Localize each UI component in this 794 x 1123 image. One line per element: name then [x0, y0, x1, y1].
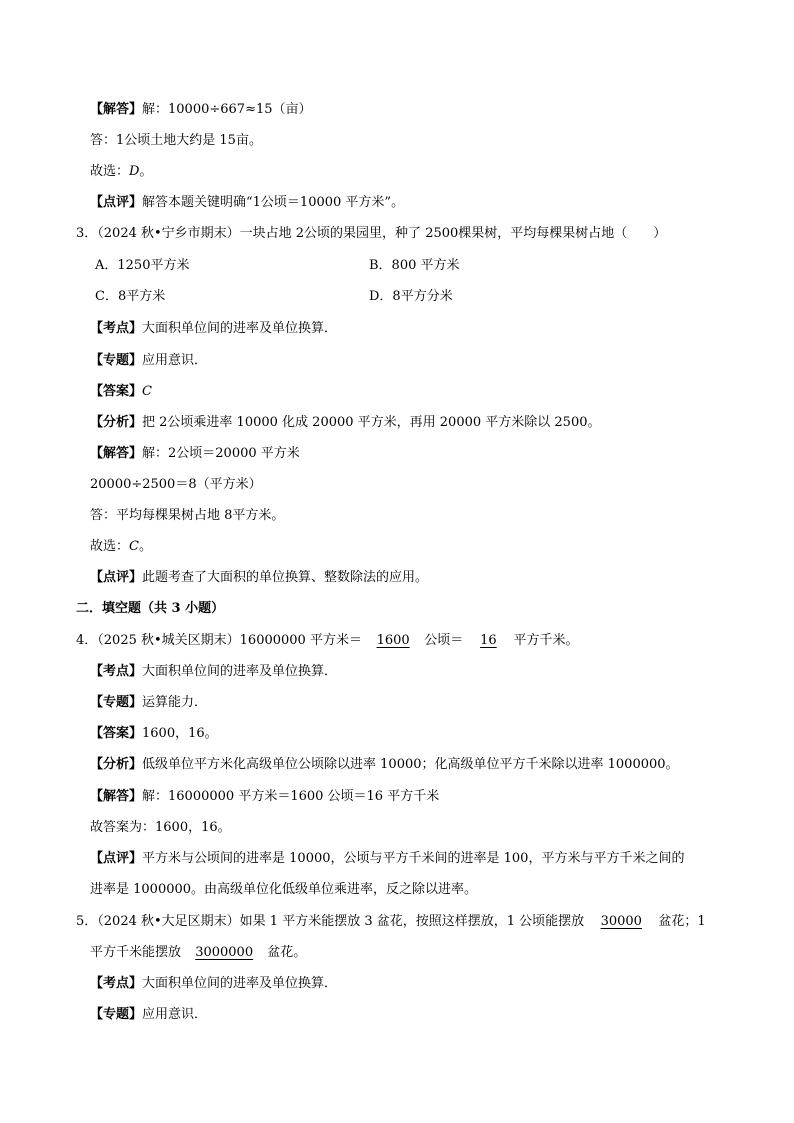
- q5-stem-line-1: 5．（2024 秋•大足区期末）如果 1 平方米能摆放 3 盆花，按照这样摆放，1 公顷能摆放 30000 盆花；1: [76, 914, 706, 929]
- q2-choice-line: 故选：D。: [90, 164, 153, 179]
- q3-option-a: A．1250平方米: [95, 258, 190, 273]
- q4-kaodian-line: 【考点】大面积单位间的进率及单位换算．: [90, 664, 338, 679]
- q3-solution-step-3: 答：平均每棵果树占地 8平方米。: [90, 508, 285, 523]
- q4-comment-line: 【点评】平方米与公顷间的进率是 10000，公顷与平方千米间的进率是 100，平方米与平方千米之间的: [90, 851, 685, 866]
- q4-blank-1: 1600: [376, 633, 410, 648]
- q4-final-answer: 故答案为：1600，16。: [90, 820, 231, 835]
- q4-analysis-line: 【分析】低级单位平方米化高级单位公顷除以进率 10000；化高级单位平方千米除以进率 1000000。: [90, 757, 679, 772]
- q3-option-b: B．800 平方米: [369, 258, 460, 273]
- q3-option-c: C．8平方米: [95, 289, 166, 304]
- q3-analysis-line: 【分析】把 2公顷乘进率 10000 化成 20000 平方米，再用 20000 平方米除以 2500。: [90, 415, 601, 430]
- comment-text: 解答本题关键明确“1公顷＝10000 平方米”。: [142, 195, 405, 210]
- q4-solution-line: 【解答】解：16000000 平方米＝1600 公顷＝16 平方千米: [90, 789, 440, 804]
- q5-zhuanti-line: 【专题】应用意识．: [90, 1007, 208, 1022]
- q3-choice-line: 故选：C。: [90, 539, 152, 554]
- section-heading: 二．填空题（共 3 小题）: [76, 601, 225, 616]
- q5-blank-2: 3000000: [195, 945, 254, 960]
- q5-kaodian-line: 【考点】大面积单位间的进率及单位换算．: [90, 976, 338, 991]
- solution-tag: 【解答】: [90, 102, 143, 117]
- q4-blank-2: 16: [480, 633, 497, 648]
- q4-comment-continued: 进率是 1000000。由高级单位化低级单位乘进率，反之除以进率。: [90, 882, 478, 897]
- comment-tag: 【点评】: [90, 195, 143, 210]
- solution-text: 解：10000÷667≈15（亩）: [142, 102, 312, 117]
- q3-stem: 3．（2024 秋•宁乡市期末）一块占地 2公顷的果园里，种了 2500棵果树，平均每棵果树占地（ ）: [76, 226, 667, 241]
- q3-answer-key-line: 【答案】C: [90, 384, 152, 399]
- chosen-option: D: [129, 164, 140, 179]
- q3-solution-line: 【解答】解：2公顷＝20000 平方米: [90, 446, 300, 461]
- q3-solution-step-2: 20000÷2500＝8（平方米）: [90, 477, 262, 492]
- q5-stem-line-2: 平方千米能摆放 3000000 盆花。: [90, 945, 307, 960]
- q2-answer-line: 答：1公顷土地大约是 15亩。: [90, 133, 262, 148]
- q4-stem: 4．（2025 秋•城关区期末）16000000 平方米＝ 1600 公顷＝ 16 平方千米。: [76, 633, 579, 648]
- q3-comment-line: 【点评】此题考查了大面积的单位换算、整数除法的应用。: [90, 570, 429, 585]
- q3-zhuanti-line: 【专题】应用意识．: [90, 353, 208, 368]
- q3-kaodian-line: 【考点】大面积单位间的进率及单位换算．: [90, 321, 338, 336]
- q5-blank-1: 30000: [600, 914, 642, 929]
- q2-comment-line: [90, 194, 404, 212]
- q3-option-d: D．8平方分米: [369, 289, 453, 304]
- q4-zhuanti-line: 【专题】运算能力．: [90, 695, 208, 710]
- q4-answer-key-line: 【答案】1600，16。: [90, 726, 218, 741]
- q2-solution-line: [90, 101, 312, 119]
